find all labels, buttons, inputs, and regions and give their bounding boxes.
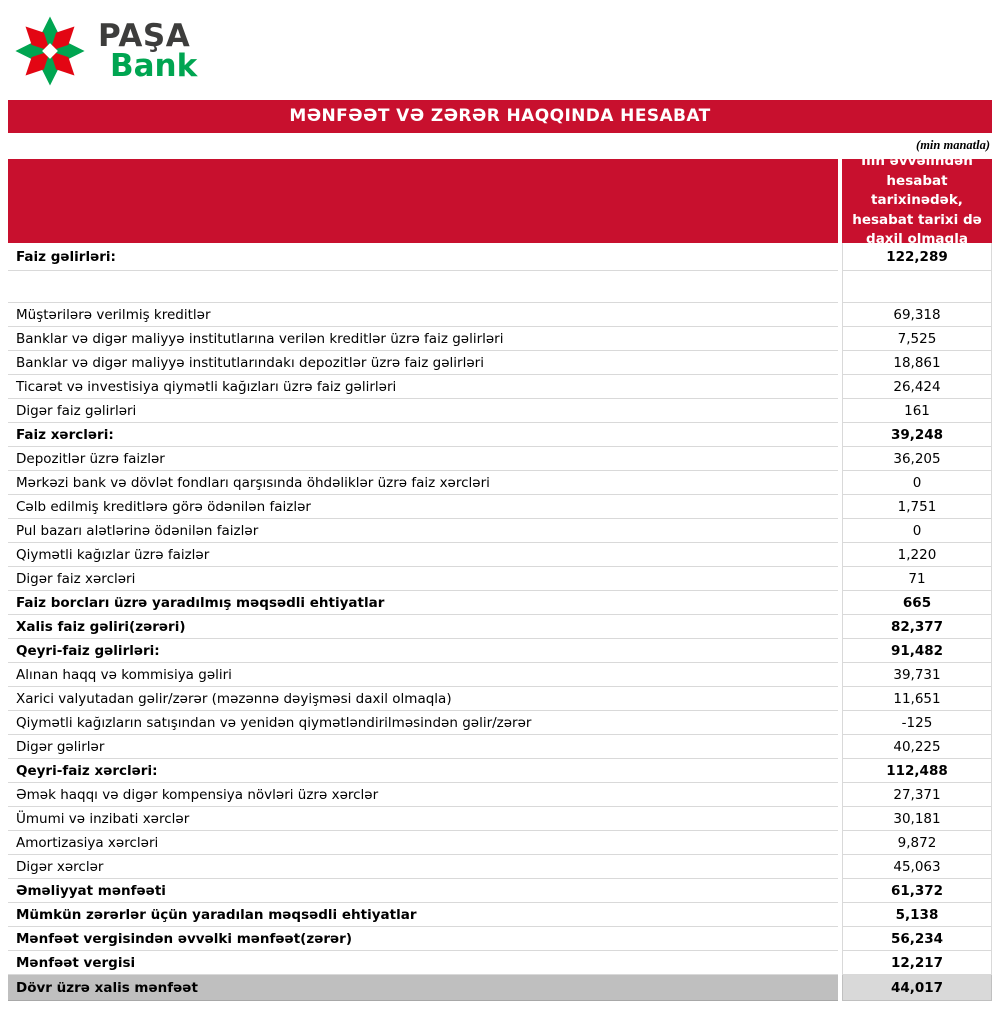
row-label: Faiz xərcləri: (8, 423, 838, 447)
table-row (8, 399, 992, 423)
row-value: 18,861 (842, 351, 992, 375)
row-label: Qiymətli kağızlar üzrə faizlər (8, 543, 838, 567)
row-value: 665 (842, 591, 992, 615)
row-value: 161 (842, 399, 992, 423)
row-value: 69,318 (842, 303, 992, 327)
table-row (8, 639, 992, 663)
logo-word-bank: Bank (110, 48, 198, 84)
row-label: Əməliyyat mənfəəti (8, 879, 838, 903)
row-value (842, 271, 992, 303)
row-value: 39,731 (842, 663, 992, 687)
table-header-period: İlin əvvəlindən hesabat tarixinədək, hesabat tarixi də daxil olmaqla (842, 159, 992, 243)
row-label: Qiymətli kağızların satışından və yenidən qiymətləndirilməsindən gəlir/zərər (8, 711, 838, 735)
row-value: 0 (842, 519, 992, 543)
row-label: Digər faiz gəlirləri (8, 399, 838, 423)
row-value: 26,424 (842, 375, 992, 399)
row-label: Ümumi və inzibati xərclər (8, 807, 838, 831)
report-title-banner: MƏNFƏƏT VƏ ZƏRƏR HAQQINDA HESABAT (8, 100, 992, 133)
row-label: Digər faiz xərcləri (8, 567, 838, 591)
table-row (8, 423, 992, 447)
table-row (8, 243, 992, 271)
row-label (8, 271, 838, 303)
row-value: 27,371 (842, 783, 992, 807)
row-label: Xarici valyutadan gəlir/zərər (məzənnə dəyişməsi daxil olmaqla) (8, 687, 838, 711)
table-row (8, 735, 992, 759)
row-label: Digər gəlirlər (8, 735, 838, 759)
row-label: Digər xərclər (8, 855, 838, 879)
table-row (8, 951, 992, 975)
row-value: 71 (842, 567, 992, 591)
row-label: Dövr üzrə xalis mənfəət (8, 975, 838, 1001)
row-value: -125 (842, 711, 992, 735)
row-value: 7,525 (842, 327, 992, 351)
row-value: 122,289 (842, 243, 992, 271)
table-row (8, 711, 992, 735)
bank-logo-text (98, 17, 198, 84)
table-row (8, 927, 992, 951)
table-row (8, 783, 992, 807)
statement-table (8, 153, 992, 1001)
table-row (8, 351, 992, 375)
row-label: Cəlb edilmiş kreditlərə görə ödənilən faizlər (8, 495, 838, 519)
row-label: Ticarət və investisiya qiymətli kağızları üzrə faiz gəlirləri (8, 375, 838, 399)
row-value: 30,181 (842, 807, 992, 831)
table-row (8, 471, 992, 495)
row-label: Müştərilərə verilmiş kreditlər (8, 303, 838, 327)
row-label: Mümkün zərərlər üçün yaradılan məqsədli ehtiyatlar (8, 903, 838, 927)
logo-word-pasa: PAŞA (98, 17, 191, 54)
table-row (8, 567, 992, 591)
row-value: 12,217 (842, 951, 992, 975)
row-label: Banklar və digər maliyyə institutlarına verilən kreditlər üzrə faiz gəlirləri (8, 327, 838, 351)
row-value: 39,248 (842, 423, 992, 447)
pasha-bank-logo-icon (14, 15, 86, 87)
row-value: 5,138 (842, 903, 992, 927)
statement-table-body (8, 243, 992, 1001)
row-value: 36,205 (842, 447, 992, 471)
row-value: 44,017 (842, 975, 992, 1001)
row-value: 56,234 (842, 927, 992, 951)
row-value: 112,488 (842, 759, 992, 783)
row-value: 9,872 (842, 831, 992, 855)
table-row (8, 519, 992, 543)
row-label: Amortizasiya xərcləri (8, 831, 838, 855)
row-value: 1,751 (842, 495, 992, 519)
table-row (8, 879, 992, 903)
table-row (8, 591, 992, 615)
row-label: Alınan haqq və kommisiya gəliri (8, 663, 838, 687)
table-row (8, 687, 992, 711)
row-label: Faiz borcları üzrə yaradılmış məqsədli ehtiyatlar (8, 591, 838, 615)
table-row (8, 855, 992, 879)
table-row (8, 303, 992, 327)
row-value: 61,372 (842, 879, 992, 903)
row-label: Əmək haqqı və digər kompensiya növləri üzrə xərclər (8, 783, 838, 807)
row-value: 82,377 (842, 615, 992, 639)
table-row (8, 375, 992, 399)
table-row (8, 327, 992, 351)
table-row (8, 495, 992, 519)
row-value: 45,063 (842, 855, 992, 879)
table-row (8, 975, 992, 1001)
table-row (8, 903, 992, 927)
row-value: 1,220 (842, 543, 992, 567)
row-label: Qeyri-faiz xərcləri: (8, 759, 838, 783)
row-label: Mənfəət vergisindən əvvəlki mənfəət(zərər) (8, 927, 838, 951)
table-row (8, 543, 992, 567)
row-label: Banklar və digər maliyyə institutlarındakı depozitlər üzrə faiz gəlirləri (8, 351, 838, 375)
row-value: 11,651 (842, 687, 992, 711)
table-row (8, 663, 992, 687)
bank-logo (8, 8, 992, 100)
table-row (8, 759, 992, 783)
row-label: Xalis faiz gəliri(zərəri) (8, 615, 838, 639)
table-row (8, 615, 992, 639)
table-row (8, 831, 992, 855)
table-header-spacer (8, 159, 838, 243)
row-value: 91,482 (842, 639, 992, 663)
units-note: (min manatla) (916, 138, 990, 152)
row-label: Depozitlər üzrə faizlər (8, 447, 838, 471)
row-label: Mərkəzi bank və dövlət fondları qarşısında öhdəliklər üzrə faiz xərcləri (8, 471, 838, 495)
row-label: Mənfəət vergisi (8, 951, 838, 975)
table-row (8, 447, 992, 471)
table-header-row (8, 153, 992, 248)
row-label: Pul bazarı alətlərinə ödənilən faizlər (8, 519, 838, 543)
table-row (8, 271, 992, 303)
row-value: 0 (842, 471, 992, 495)
row-label: Qeyri-faiz gəlirləri: (8, 639, 838, 663)
row-value: 40,225 (842, 735, 992, 759)
row-label: Faiz gəlirləri: (8, 243, 838, 271)
table-row (8, 807, 992, 831)
